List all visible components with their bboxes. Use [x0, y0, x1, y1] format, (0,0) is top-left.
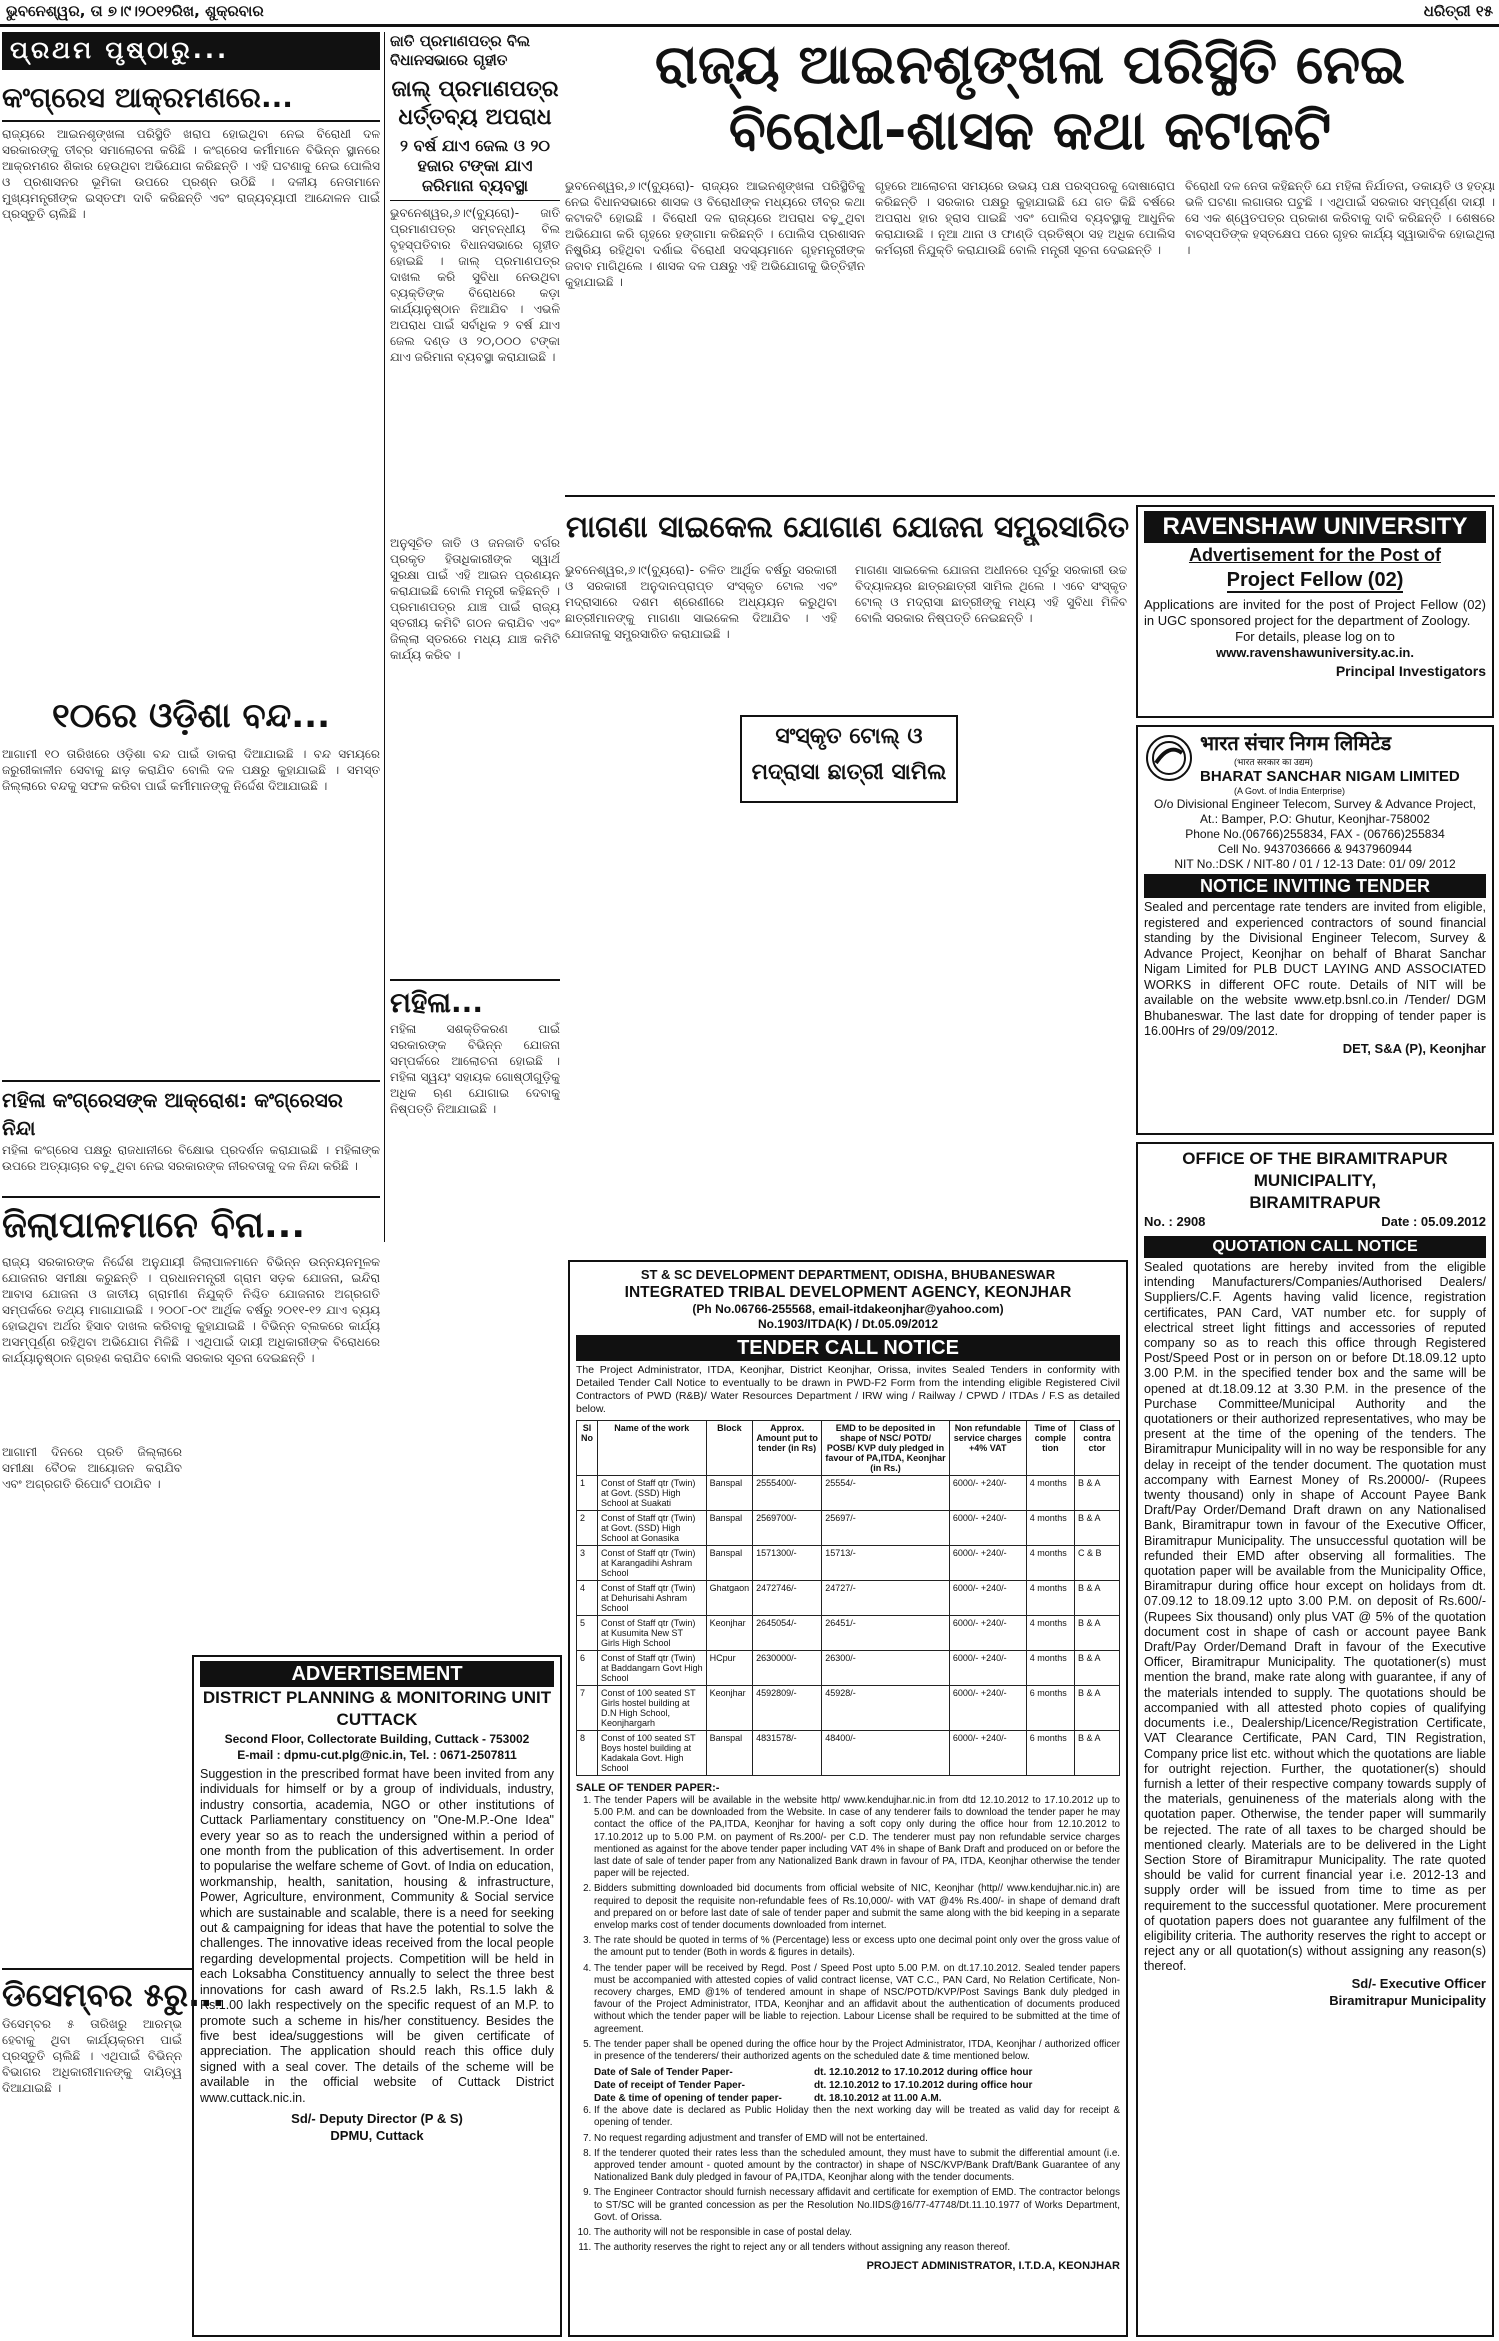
table-cell: B & A: [1075, 1686, 1120, 1731]
bsnl-office: O/o Divisional Engineer Telecom, Survey & Advance Project,: [1154, 797, 1476, 811]
story-collectors-cont: ଆଗାମୀ ଦିନରେ ପ୍ରତି ଜିଲ୍ଲାରେ ସମୀକ୍ଷା ବୈଠକ ଆୟୋଜନ କରାଯିବ ଏବଂ ଅଗ୍ରଗତି ରିପୋର୍ଟ ପଠାଯିବ ।: [2, 1445, 182, 1491]
bsnl-logo: [1146, 735, 1192, 781]
itda-notice-bar: TENDER CALL NOTICE: [576, 1335, 1120, 1361]
schedule-label: Date of Sale of Tender Paper-: [594, 2067, 733, 2079]
table-row: [577, 1731, 1120, 1776]
list-item: 1. The tender Papers will be available in the website http/ www.kendujhar.nic.in from dtd 12.10.2012 to 17.10.2012 up to 5.00 P.M. and can be downloaded from the Website. In case of any tenderer fails to download the tender paper he may contact the office of the PA,ITDA, Keonjhar for having a soft copy only during the office hour from 12.10.2012 to 17.10.2012 up to 5.00 P.M. on payment of Rs.200/- per C.D. The tenderer must pay non refundable service charges mentioned as against for the above tender paper including VAT 4% in shape of Bank Draft and produced on or before the last date of sale of tender paper from any Nationalized Bank drawn in favour of PA, ITDA, Keonjhar otherwise the tender paper will be rejected.: [594, 1795, 1120, 1880]
table-cell: Const of Staff qtr (Twin) at Karangadihi Ashram School: [598, 1546, 707, 1581]
subhead-penalty: ୨ ବର୍ଷ ଯାଏ ଜେଲ ଓ ୨୦ ହଜାର ଟଙ୍କା ଯାଏ ଜରିମାନା ବ୍ୟବସ୍ଥା: [400, 136, 550, 195]
table-cell: B & A: [1075, 1511, 1120, 1546]
biramitrapur-date: Date : 05.09.2012: [1381, 1214, 1486, 1229]
list-item: 2. Bidders submitting downloaded bid documents from official website of NIC, Keonjhar (http// www.kendujhar.nic.in) are required to deposit the requisite non-refundable fees of Rs.10,000/- with VAT @4% Rs.400/- in shape of demand draft and prepared on or before last date of sale of tender paper and submit the same along with the bid keeping in a separate envelop marks cost of tender documents downloaded from internet.: [594, 1883, 1120, 1932]
dpmu-sign2: DPMU, Cuttack: [330, 2127, 424, 2143]
table-cell: 15713/-: [822, 1546, 950, 1581]
itda-terms-list-2: [576, 2105, 1120, 2254]
itda-terms-list: [576, 1795, 1120, 2063]
schedule-value: dt. 18.10.2012 at 11.00 A.M.: [814, 2093, 942, 2105]
ravenshaw-sub2: Project Fellow (02): [1226, 569, 1404, 591]
story-december: ଡିସେମ୍ବର ୫ ତାରିଖରୁ ଆରମ୍ଭ ହେବାକୁ ଥିବା କାର୍ଯ୍ୟକ୍ରମ ପାଇଁ ପ୍ରସ୍ତୁତି ଚାଲିଛି । ଏଥିପାଇଁ ବିଭିନ୍ନ ବିଭାଗର ଅଧିକାରୀମାନଙ୍କୁ ଦାୟିତ୍ୱ ଦିଆଯାଇଛି ।: [2, 2017, 182, 2095]
masthead-page: ଧରିତ୍ରୀ ୧୫: [1423, 2, 1493, 20]
bsnl-hindi-name: भारत संचार निगम लिमिटेड: [1200, 733, 1392, 755]
section-banner: ପ୍ରଥମ ପୃଷ୍ଠାରୁ...: [2, 32, 380, 70]
table-cell: 4 months: [1026, 1651, 1074, 1686]
itda-title1: ST & SC DEVELOPMENT DEPARTMENT, ODISHA, BHUBANESWAR: [640, 1267, 1056, 1282]
list-item: 11. The authority reserves the right to reject any or all tenders without assigning any reason thereof.: [594, 2242, 1120, 2254]
bsnl-body: Sealed and percentage rate tenders are invited from eligible, registered and experienced contractors of sound financial standing by the Divisional Engineer Telecom, Survey & Advance Project, Keonjhar on behalf of Bharat Sanchar Nigam Limited for PLB DUCT LAYING AND ASSOCIATED WORKS in different OFC route. Details of NIT will be available on the website www.etp.bsnl.co.in /Tender/ DGM Bhubaneswar. The last date for dropping of tender paper is 16.00Hrs of 29/09/2012.: [1144, 900, 1486, 1038]
story-odisha-bandh: ଆଗାମୀ ୧୦ ତାରିଖରେ ଓଡ଼ିଶା ବନ୍ଦ ପାଇଁ ଡାକରା ଦିଆଯାଇଛି । ବନ୍ଦ ସମୟରେ ଜରୁରୀକାଳୀନ ସେବାକୁ ଛାଡ଼ କରାଯିବ ବୋଲି ଦଳ ପକ୍ଷରୁ କୁହାଯାଇଛି । ସମସ୍ତ ଜିଲ୍ଲାରେ ବନ୍ଦକୁ ସଫଳ କରିବା ପାଇଁ କର୍ମୀମାନଙ୍କୁ ନିର୍ଦ୍ଦେଶ ଦିଆଯାଇଛି ।: [2, 747, 380, 793]
story-fake-certificate-cont: ଅନୁସୂଚିତ ଜାତି ଓ ଜନଜାତି ବର୍ଗର ପ୍ରକୃତ ହିତାଧିକାରୀଙ୍କ ସ୍ୱାର୍ଥ ସୁରକ୍ଷା ପାଇଁ ଏହି ଆଇନ ପ୍ରଣୟନ କରାଯାଇଛି ବୋଲି ମନ୍ତ୍ରୀ କହିଛନ୍ତି । ପ୍ରମାଣପତ୍ର ଯାଞ୍ଚ ପାଇଁ ରାଜ୍ୟ ସ୍ତରୀୟ କମିଟି ଗଠନ କରାଯିବ ଏବଂ ଜିଲ୍ଲା ସ୍ତରରେ ମଧ୍ୟ ଯାଞ୍ଚ କମିଟି କାର୍ଯ୍ୟ କରିବ ।: [390, 536, 560, 662]
table-cell: 6000/- +240/-: [949, 1476, 1026, 1511]
list-item: 6. If the above date is declared as Public Holiday then the next working day will be treated as valid day for receipt & opening of tender.: [594, 2105, 1120, 2129]
table-cell: 6000/- +240/-: [949, 1686, 1026, 1731]
table-cell: 1: [577, 1476, 598, 1511]
schedule-value: dt. 12.10.2012 to 17.10.2012 during office hour: [814, 2067, 1033, 2079]
ravenshaw-sign: Principal Investigators: [1335, 663, 1486, 679]
dpmu-body: Suggestion in the prescribed format have been invited from any individuals for himself or by a group of individuals, industry, industry consortia, academia, NGO or other institutions of Cuttack Parliamentary constituency on "One-M.P.-One Idea" every year so as to reach the undersigned within a period of one month from the publication of this advertisement. In order to popularise the welfare scheme of Govt. of India on education, workmanship, health, sanitation, housing & infrastructure, Power, Agriculture, environment, Community & Social service which are sustainable and scalable, there is a need for seeking out & campaigning for ideas that have the potential to solve the challenges. The innovative ideas received from the local people regarding developmental projects. Competition will be held in each Loksabha Constituency annually to select the three best innovations for cash award of Rs.2.5 lakh, Rs.1.5 lakh & Rs.1.00 lakh respectively on the specific request of an M.P. to promote such a scheme in his/her constituency. Besides the five best idea/suggestions will be given certificate of appreciation. The application should reach this office duly signed with a seal cover. The details of the scheme will be available in the official website of Cuttack District www.cuttack.nic.in.: [200, 1767, 554, 2105]
ravenshaw-body: Applications are invited for the post of Project Fellow (02) in UGC sponsored project for the department of Zoology.: [1144, 597, 1486, 628]
list-item: 8. If the tenderer quoted their rates less than the scheduled amount, they must have to submit the differential amount (i.e. approved tender amount - quoted amount by the contractor) in shape of NSC/KVP/Bank Draft/Bank Guarantee of any Nationalized Bank duly pledged in favour of PA,ITDA, Keonjhar along with the tender documents.: [594, 2148, 1120, 2185]
table-cell: 4 months: [1026, 1546, 1074, 1581]
table-cell: 48400/-: [822, 1731, 950, 1776]
itda-title2: INTEGRATED TRIBAL DEVELOPMENT AGENCY, KEONJHAR: [624, 1284, 1072, 1301]
biramitrapur-number: No. : 2908: [1144, 1214, 1206, 1229]
table-header: Non refundable service charges +4% VAT: [949, 1421, 1026, 1476]
table-row: [577, 1581, 1120, 1616]
masthead-date: ଭୁବନେଶ୍ୱର, ତା ୭।୯।୨୦୧୨ରିଖ, ଶୁକ୍ରବାର: [6, 2, 264, 20]
table-cell: 6000/- +240/-: [949, 1546, 1026, 1581]
ravenshaw-url[interactable]: www.ravenshawuniversity.ac.in.: [1216, 645, 1414, 660]
table-cell: B & A: [1075, 1476, 1120, 1511]
table-row: [577, 1476, 1120, 1511]
column-second: [390, 32, 560, 1242]
headline-collectors: ଜିଲାପାଳମାନେ ବିନା...: [2, 1205, 306, 1246]
table-cell: Banspal: [706, 1511, 753, 1546]
dpmu-title2: CUTTACK: [336, 1710, 418, 1729]
table-cell: Banspal: [706, 1546, 753, 1581]
dpmu-email: E-mail : dpmu-cut.plg@nic.in, Tel. : 0671-2507811: [237, 1748, 517, 1762]
bsnl-notice-bar: NOTICE INVITING TENDER: [1144, 874, 1486, 898]
table-cell: Const of Staff qtr (Twin) at Dehurisahi Ashram School: [598, 1581, 707, 1616]
table-cell: 2569700/-: [753, 1511, 822, 1546]
schedule-label: Date & time of opening of tender paper-: [594, 2093, 782, 2105]
table-cell: 24727/-: [822, 1581, 950, 1616]
dpmu-advertisement-bar: ADVERTISEMENT: [200, 1661, 554, 1687]
headline-odisha-bandh: ୧୦ରେ ଓଡ଼ିଶା ବନ୍ଦ...: [51, 696, 331, 736]
itda-sale-heading: SALE OF TENDER PAPER:-: [576, 1782, 720, 1794]
itda-intro: The Project Administrator, ITDA, Keonjhar, District Keonjhar, Orissa, invites Sealed Tenders in conformity with Detailed Tender Call Notice to eventually to be drawn in PWD-F2 Form from the intending eligible Registered Civil Contractors of PWD (R&B)/ Water Resources Department / IRW wing / Railway / CPWD / ITDAs / F.S as detailed below.: [576, 1364, 1120, 1415]
bsnl-hindi-sub: (भारत सरकार का उद्यम): [1234, 757, 1313, 767]
bsnl-phone: Phone No.(06766)255834, FAX - (06766)255834: [1185, 827, 1445, 841]
bsnl-nit-number: NIT No.:DSK / NIT-80 / 01 / 12-13 Date: 01/ 09/ 2012: [1174, 857, 1456, 871]
biramitrapur-sign1: Sd/- Executive Officer: [1351, 1975, 1486, 1991]
table-cell: 8: [577, 1731, 598, 1776]
table-cell: 6000/- +240/-: [949, 1731, 1026, 1776]
bsnl-cell: Cell No. 9437036666 & 9437960944: [1217, 842, 1413, 856]
schedule-row: [594, 2066, 1120, 2079]
table-cell: 4 months: [1026, 1616, 1074, 1651]
headline-fake-certificate: ଜାଲ୍ ପ୍ରମାଣପତ୍ର ଧର୍ତ୍ତବ୍ୟ ଅପରାଧ: [391, 77, 559, 130]
ravenshaw-title: RAVENSHAW UNIVERSITY: [1144, 511, 1486, 543]
table-header: Sl No: [577, 1421, 598, 1476]
table-cell: Banspal: [706, 1731, 753, 1776]
lead-story-col-a: ଭୁବନେଶ୍ୱର,୬।୯(ବ୍ୟୁରୋ)- ରାଜ୍ୟର ଆଇନଶୃଙ୍ଖଳା ପରିସ୍ଥିତିକୁ ନେଇ ବିଧାନସଭାରେ ଶାସକ ଓ ବିରୋଧୀଙ୍କ ମଧ୍ୟରେ ତୀବ୍ର କଥା କଟାକଟି ହୋଇଛି । ବିରୋଧୀ ଦଳ ରାଜ୍ୟରେ ଅପରାଧ ବଢ଼ୁଥିବା ଅଭିଯୋଗ କରି ଗୃହରେ ହଙ୍ଗାମା କରିଛନ୍ତି । ପୋଲିସ ପ୍ରଶାସନ ନିଷ୍କ୍ରିୟ ରହିଥିବା ଦର୍ଶାଇ ବିରୋଧୀ ସଦସ୍ୟମାନେ ଗୃହମନ୍ତ୍ରୀଙ୍କ ଜବାବ ମାଗିଥିଲେ । ଶାସକ ଦଳ ପକ୍ଷରୁ ଏହି ଅଭିଯୋଗକୁ ଭିତ୍ତିହୀନ କୁହାଯାଇଛି ।: [565, 179, 865, 289]
table-cell: Const of 100 seated ST Girls hostel building at D.N High School, Keonjhargarh: [598, 1686, 707, 1731]
table-cell: Banspal: [706, 1476, 753, 1511]
ravenshaw-visit: For details, please log on to: [1235, 629, 1395, 644]
table-cell: 45928/-: [822, 1686, 950, 1731]
bsnl-logo-icon: [1148, 737, 1190, 779]
story-collectors: ରାଜ୍ୟ ସରକାରଙ୍କ ନିର୍ଦ୍ଦେଶ ଅନୁଯାୟୀ ଜିଲାପାଳମାନେ ବିଭିନ୍ନ ଉନ୍ନୟନମୂଳକ ଯୋଜନାର ସମୀକ୍ଷା କରୁଛନ୍ତି । ପ୍ରଧାନମନ୍ତ୍ରୀ ଗ୍ରାମ ସଡ଼କ ଯୋଜନା, ଇନ୍ଦିରା ଆବାସ ଯୋଜନା ଓ ଜାତୀୟ ଗ୍ରାମୀଣ ନିଯୁକ୍ତି ନିଶ୍ଚିତ ଯୋଜନାର ଅଗ୍ରଗତି ସମ୍ପର୍କରେ ତଥ୍ୟ ମାଗାଯାଇଛି । ୨୦୦୮-୦୯ ଆର୍ଥିକ ବର୍ଷରୁ ୨୦୧୧-୧୨ ଯାଏ ବ୍ୟୟ ହୋଇଥିବା ଅର୍ଥର ହିସାବ ଦାଖଲ କରିବାକୁ କୁହାଯାଇଛି । ବିଭିନ୍ନ ବ୍ଲକରେ କାର୍ଯ୍ୟ ଅସମ୍ପୂର୍ଣ୍ଣ ରହିଥିବା ଅଭିଯୋଗ ମିଳିଛି । ଏଥିପାଇଁ ଦାୟୀ ଅଧିକାରୀଙ୍କ ବିରୋଧରେ କାର୍ଯ୍ୟାନୁଷ୍ଠାନ ଗ୍ରହଣ କରାଯିବ ବୋଲି ସରକାର ସୂଚନା ଦେଇଛନ୍ତି ।: [2, 1255, 380, 1365]
itda-tender-table: [576, 1420, 1120, 1776]
dpmu-title1: DISTRICT PLANNING & MONITORING UNIT: [202, 1688, 552, 1707]
headline-congress-attack: କଂଗ୍ରେସ ଆକ୍ରମଣରେ...: [2, 81, 293, 114]
table-cell: Keonjhar: [706, 1616, 753, 1651]
schedule-row: [594, 2092, 1120, 2105]
table-cell: 4 months: [1026, 1511, 1074, 1546]
cycle-story: [565, 500, 1130, 970]
table-row: [577, 1616, 1120, 1651]
story-fake-certificate: ଭୁବନେଶ୍ୱର,୬।୯(ବ୍ୟୁରୋ)- ଜାତି ପ୍ରମାଣପତ୍ର ସମ୍ବନ୍ଧୀୟ ବିଲ ବୃହସ୍ପତିବାର ବିଧାନସଭାରେ ଗୃହୀତ ହୋଇଛି । ଜାଲ୍ ପ୍ରମାଣପତ୍ର ଦାଖଲ କରି ସୁବିଧା ନେଉଥିବା ବ୍ୟକ୍ତିଙ୍କ ବିରୋଧରେ କଡ଼ା କାର୍ଯ୍ୟାନୁଷ୍ଠାନ ନିଆଯିବ । ଏଭଳି ଅପରାଧ ପାଇଁ ସର୍ବାଧିକ ୨ ବର୍ଷ ଯାଏ ଜେଲ ଦଣ୍ଡ ଓ ୨୦,୦୦୦ ଟଙ୍କା ଯାଏ ଜରିମାନା ବ୍ୟବସ୍ଥା କରାଯାଇଛି ।: [390, 206, 560, 364]
dpmu-sign1: Sd/- Deputy Director (P & S): [291, 2110, 463, 2126]
table-cell: 7: [577, 1686, 598, 1731]
table-cell: 25697/-: [822, 1511, 950, 1546]
table-cell: 4 months: [1026, 1476, 1074, 1511]
table-cell: Ghatgaon: [706, 1581, 753, 1616]
table-header: Approx. Amount put to tender (in Rs): [753, 1421, 822, 1476]
table-cell: B & A: [1075, 1616, 1120, 1651]
ravenshaw-ad: [1136, 505, 1494, 718]
table-cell: 2472746/-: [753, 1581, 822, 1616]
table-header: Class of contra ctor: [1075, 1421, 1120, 1476]
dpmu-ad: [192, 1655, 562, 2337]
table-cell: Const of Staff qtr (Twin) at Govt. (SSD) High School at Gonasika: [598, 1511, 707, 1546]
table-header: Time of comple tion: [1026, 1421, 1074, 1476]
table-header: Block: [706, 1421, 753, 1476]
table-cell: Const of Staff qtr (Twin) at Baddangarn Govt High School: [598, 1651, 707, 1686]
table-cell: 25554/-: [822, 1476, 950, 1511]
list-item: 10. The authority will not be responsible in case of postal delay.: [594, 2227, 1120, 2239]
table-cell: Const of Staff qtr (Twin) at Kusumita New ST Girls High School: [598, 1616, 707, 1651]
list-item: 3. The rate should be quoted in terms of % (Percentage) less or excess upto one decimal point only over the gross value of the amount put to tender (Both in words & figures in details).: [594, 1935, 1120, 1959]
table-cell: 4 months: [1026, 1581, 1074, 1616]
cycle-story-col-a: ଭୁବନେଶ୍ୱର,୬।୯(ବ୍ୟୁରୋ)- ଚଳିତ ଆର୍ଥିକ ବର୍ଷରୁ ସରକାରୀ ଓ ସରକାରୀ ଅନୁଦାନପ୍ରାପ୍ତ ସଂସ୍କୃତ ଟୋଲ ଏବଂ ମଦ୍ରାସାରେ ଦଶମ ଶ୍ରେଣୀରେ ଅଧ୍ୟୟନ କରୁଥିବା ଛାତ୍ରୀମାନଙ୍କୁ ମାଗଣା ସାଇକେଲ ଦିଆଯିବ । ଏହି ଯୋଜନାକୁ ସମ୍ପ୍ରସାରିତ କରାଯାଇଛି ।: [565, 563, 837, 641]
schedule-row: [594, 2079, 1120, 2092]
bsnl-address: At.: Bamper, P.O: Ghutur, Keonjhar-758002: [1200, 812, 1430, 826]
table-cell: 4: [577, 1581, 598, 1616]
table-cell: 2630000/-: [753, 1651, 822, 1686]
list-item: 9. The Engineer Contractor should furnish necessary affidavit and certificate for exemption of EMD. The contractor belongs to ST/SC will be granted concession as per the Resolution No.IIDS@16/77-47748/Dt.11.10.1977 of Works Department, Govt. of Orissa.: [594, 2187, 1120, 2224]
caste-bill-kicker: ଜାତି ପ୍ରମାଣପତ୍ର ବିଲ ବିଧାନସଭାରେ ଗୃହୀତ: [390, 32, 531, 69]
table-cell: 6 months: [1026, 1686, 1074, 1731]
table-cell: 6000/- +240/-: [949, 1616, 1026, 1651]
biramitrapur-body: Sealed quotations are hereby invited from the eligible intending Manufacturers/Companies/Authorised Dealers/ Suppliers/C.F. Agents having valid licence, registration certificates, PAN Card, VAT number etc. for supply of electrical street light fittings and accessories of reputed company so as to reach this office through Registered Post/Speed Post or in person on or before Dt.18.09.12 upto 3.00 P.M. in the specified tender box and the same will be opened at dt.18.09.12 at 3.30 P.M. in the presence of the Purchase Committee/Municipal Authority and the quotationers or their authorized representatives, who may be present at the time of the opening of the tenders. The Biramitrapur Municipality will in no way be responsible for any delay in receipt of the tender document. The quotation must accompany with Earnest Money of Rs.20000/- (Rupees twenty thousand) only in shape of Account Payee Bank Draft/Pay Order/Demand Draft drawn on any Nationalised Bank, Biramitrapur town in favour of the Executive Officer, Biramitrapur Municipality. The unsuccessful quotation will be refunded their EMD after observing all formalities. The quotation paper will be available from the Municipality Office, Biramitrapur during office hour except on holidays from dt. 07.09.12 to 18.09.12 upto 3.00 P.M. on deposit of Rs.600/- (Rupees Six thousand) only plus VAT @ 5% of the quotation document cost in shape of cash or account payee Bank Draft/Pay Order/Demand Draft in favour of the Executive Officer, Biramitrapur Municipality. The quotationer(s) must mention the brand, make rate along with guarantee, if any of the materials intended to supply. The quotations should be accompanied with all attested photo copies of qualifying documents i.e., Dealership/Licence/Registration Certificate, VAT Clearance Certificate, PAN Card, TIN Registration, Company price list etc. without which the quotations are liable for outright rejection. Further, the quotationer(s) should furnish a letter of their respective company towards supply of the materials, genuineness of the materials along with the quotation paper. Otherwise, the tender paper will summarily be rejected. The rate of all taxes to be charged should be mentioned clearly. Materials are to be delivered in the Light Section Store of Biramitrapur Municipality. The rate quoted should be valid for current financial year i.e. 2012-13 and supply order will be issued from time to time as per requirement to the successful quotationer. Mere procurement of quotation papers does not guarantee any fulfilment of the eligibility criteria. The authority reserves the right to accept or reject any or all quotation(s) without assigning any reason(s) thereof.: [1144, 1260, 1486, 1974]
itda-tender-ad: [568, 1260, 1128, 2337]
cycle-callout: ସଂସ୍କୃତ ଟୋଲ୍ ଓ ମଦ୍ରାସା ଛାତ୍ରୀ ସାମିଲ: [740, 715, 958, 803]
lead-story-col-b: ଗୃହରେ ଆଲୋଚନା ସମୟରେ ଉଭୟ ପକ୍ଷ ପରସ୍ପରକୁ ଦୋଷାରୋପ କରିଛନ୍ତି । ସରକାର ପକ୍ଷରୁ କୁହାଯାଇଛି ଯେ ଗତ କିଛି ବର୍ଷରେ ଅପରାଧ ହାର ହ୍ରାସ ପାଇଛି ଏବଂ ପୋଲିସ ବ୍ୟବସ୍ଥାକୁ ଆଧୁନିକ କରାଯାଉଛି । ନୂଆ ଥାନା ଓ ଫାଣ୍ଡି ପ୍ରତିଷ୍ଠା ସହ ଅଧିକ ପୋଲିସ କର୍ମଚାରୀ ନିଯୁକ୍ତି କରାଯାଉଛି ବୋଲି ମନ୍ତ୍ରୀ ସୂଚନା ଦେଇଛନ୍ତି ।: [875, 179, 1175, 257]
biramitrapur-title2: BIRAMITRAPUR: [1249, 1193, 1381, 1212]
schedule-label: Date of receipt of Tender Paper-: [594, 2080, 745, 2092]
lead-headline-line2: ବିରୋଧୀ-ଶାସକ କଥା କଟାକଟି: [728, 99, 1332, 162]
dpmu-address: Second Floor, Collectorate Building, Cuttack - 753002: [224, 1732, 530, 1746]
cycle-headline: ମାଗଣା ସାଇକେଲ ଯୋଗାଣ ଯୋଜନା ସମ୍ପ୍ରସାରିତ: [565, 510, 1130, 545]
itda-contact: (Ph No.06766-255568, email-itdakeonjhar@yahoo.com): [692, 1302, 1004, 1316]
bsnl-name: BHARAT SANCHAR NIGAM LIMITED: [1200, 768, 1460, 785]
table-row: [577, 1546, 1120, 1581]
list-item: 5. The tender paper shall be opened during the office hour by the Project Administrator, ITDA, Keonjhar / authorized officer in presence of the tenderers/ their authorized agents on the scheduled date & time mentioned below.: [594, 2039, 1120, 2063]
itda-sign: PROJECT ADMINISTRATOR, I.T.D.A, KEONJHAR: [866, 2259, 1120, 2272]
table-cell: Const of 100 seated ST Boys hostel building at Kadakala Govt. High School: [598, 1731, 707, 1776]
story-mahila: ମହିଳା ସଶକ୍ତିକରଣ ପାଇଁ ସରକାରଙ୍କ ବିଭିନ୍ନ ଯୋଜନା ସମ୍ପର୍କରେ ଆଲୋଚନା ହୋଇଛି । ମହିଳା ସ୍ୱୟଂ ସହାୟକ ଗୋଷ୍ଠୀଗୁଡ଼ିକୁ ଅଧିକ ଋଣ ଯୋଗାଇ ଦେବାକୁ ନିଷ୍ପତ୍ତି ନିଆଯାଇଛି ।: [390, 1022, 560, 1116]
lead-story-col-c: ବିରୋଧୀ ଦଳ ନେତା କହିଛନ୍ତି ଯେ ମହିଳା ନିର୍ଯାତନା, ଡକାୟତି ଓ ହତ୍ୟା ଭଳି ଘଟଣା ଲଗାତାର ଘଟୁଛି । ଏଥିପାଇଁ ସରକାର ସମ୍ପୂର୍ଣ୍ଣ ଦାୟୀ । ସେ ଏକ ଶ୍ୱେତପତ୍ର ପ୍ରକାଶ କରିବାକୁ ଦାବି କରିଛନ୍ତି । ଶେଷରେ ବାଚସ୍ପତିଙ୍କ ହସ୍ତକ୍ଷେପ ପରେ ଗୃହର କାର୍ଯ୍ୟ ସ୍ୱାଭାବିକ ହୋଇଥିଲା ।: [1185, 179, 1495, 257]
table-cell: B & A: [1075, 1651, 1120, 1686]
table-cell: 5: [577, 1616, 598, 1651]
ravenshaw-sub1: Advertisement for the Post of: [1188, 545, 1442, 565]
list-item: 4. The tender paper will be received by Regd. Post / Speed Post upto 5.00 P.M. on dt.17.10.2012. Sealed tender papers must be accompanied with attested copies of valid contract license, VAT C.C., PAN Card, No Relation Certificate, Non-recovery charges, EMD @1% of tendered amount in shape of NSC/POTD/KVP/Post Savings Bank duly pledged in favour of the Project Administrator, ITDA, Keonjhar and an affidavit about the authentication of documents produced without which the tender paper will be liable to rejection. Labour License shall be required to be submitted at the time of agreement.: [594, 1963, 1120, 2036]
story-congress-attack: ରାଜ୍ୟରେ ଆଇନଶୃଙ୍ଖଳା ପରିସ୍ଥିତି ଖରାପ ହୋଇଥିବା ନେଇ ବିରୋଧୀ ଦଳ ସରକାରଙ୍କୁ ତୀବ୍ର ସମାଲୋଚନା କରିଛି । କଂଗ୍ରେସ କର୍ମୀମାନେ ବିଭିନ୍ନ ସ୍ଥାନରେ ଆକ୍ରମଣର ଶିକାର ହେଉଥିବା ଅଭିଯୋଗ କରିଛନ୍ତି । ଏହି ଘଟଣାକୁ ନେଇ ପୋଲିସ ଓ ପ୍ରଶାସନର ଭୂମିକା ଉପରେ ପ୍ରଶ୍ନ ଉଠିଛି । ଦଳୀୟ ନେତାମାନେ ମୁଖ୍ୟମନ୍ତ୍ରୀଙ୍କ ଇସ୍ତଫା ଦାବି କରିଛନ୍ତି ଏବଂ ରାଜ୍ୟବ୍ୟାପୀ ଆନ୍ଦୋଳନ ପାଇଁ ପ୍ରସ୍ତୁତି ଚାଲିଛି ।: [2, 127, 380, 221]
itda-schedule: [576, 2066, 1120, 2105]
masthead: [0, 0, 1499, 22]
table-cell: Keonjhar: [706, 1686, 753, 1731]
table-cell: HCpur: [706, 1651, 753, 1686]
cycle-story-col-b: ମାଗଣା ସାଇକେଲ ଯୋଜନା ଅଧୀନରେ ପୂର୍ବରୁ ସରକାରୀ ଉଚ୍ଚ ବିଦ୍ୟାଳୟର ଛାତ୍ରଛାତ୍ରୀ ସାମିଲ ଥିଲେ । ଏବେ ସଂସ୍କୃତ ଟୋଲ୍ ଓ ମଦ୍ରାସା ଛାତ୍ରୀଙ୍କୁ ମଧ୍ୟ ଏହି ସୁବିଧା ମିଳିବ ବୋଲି ସରକାର ନିଷ୍ପତ୍ତି ନେଇଛନ୍ତି ।: [855, 563, 1127, 625]
table-cell: 6000/- +240/-: [949, 1511, 1026, 1546]
bsnl-sign: DET, S&A (P), Keonjhar: [1342, 1040, 1486, 1056]
table-cell: 26451/-: [822, 1616, 950, 1651]
table-cell: 2555400/-: [753, 1476, 822, 1511]
table-cell: C & B: [1075, 1546, 1120, 1581]
table-row: [577, 1686, 1120, 1731]
table-cell: Const of Staff qtr (Twin) at Govt. (SSD) High School at Suakati: [598, 1476, 707, 1511]
table-cell: 6000/- +240/-: [949, 1651, 1026, 1686]
table-cell: 26300/-: [822, 1651, 950, 1686]
table-cell: 2: [577, 1511, 598, 1546]
lead-headline: [565, 32, 1495, 170]
biramitrapur-notice-bar: QUOTATION CALL NOTICE: [1144, 1236, 1486, 1258]
biramitrapur-title1: OFFICE OF THE BIRAMITRAPUR MUNICIPALITY,: [1182, 1149, 1448, 1190]
headline-december: ଡିସେମ୍ବର ୫ରୁ...: [2, 1976, 225, 2014]
table-cell: B & A: [1075, 1731, 1120, 1776]
table-cell: 4592809/-: [753, 1686, 822, 1731]
table-header: Name of the work: [598, 1421, 707, 1476]
table-cell: B & A: [1075, 1581, 1120, 1616]
table-cell: 4831578/-: [753, 1731, 822, 1776]
headline-mahila: ମହିଳା...: [390, 986, 483, 1019]
schedule-value: dt. 12.10.2012 to 17.10.2012 during office hour: [814, 2080, 1033, 2092]
table-row: [577, 1651, 1120, 1686]
table-header: EMD to be deposited in shape of NSC/ POTD/ POSB/ KVP duly pledged in favour of PA,ITDA, Keonjhar (in Rs.): [822, 1421, 950, 1476]
story-mahila-congress: ମହିଳା କଂଗ୍ରେସ ପକ୍ଷରୁ ରାଜଧାନୀରେ ବିକ୍ଷୋଭ ପ୍ରଦର୍ଶନ କରାଯାଇଛି । ମହିଳାଙ୍କ ଉପରେ ଅତ୍ୟାଚାର ବଢ଼ୁଥିବା ନେଇ ସରକାରଙ୍କ ନୀରବତାକୁ ଦଳ ନିନ୍ଦା କରିଛି ।: [2, 1143, 380, 1173]
lead-headline-line1: ରାଜ୍ୟ ଆଇନଶୃଙ୍ଖଳା ପରିସ୍ଥିତି ନେଇ: [654, 33, 1406, 96]
table-cell: 3: [577, 1546, 598, 1581]
biramitrapur-ad: [1136, 1142, 1494, 2337]
itda-number: No.1903/ITDA(K) / Dt.05.09/2012: [757, 1317, 939, 1331]
table-cell: 6000/- +240/-: [949, 1581, 1026, 1616]
table-cell: 6: [577, 1651, 598, 1686]
table-cell: 1571300/-: [753, 1546, 822, 1581]
table-cell: 2645054/-: [753, 1616, 822, 1651]
biramitrapur-sign2: Biramitrapur Municipality: [1329, 1992, 1486, 2008]
table-cell: 6 months: [1026, 1731, 1074, 1776]
headline-mahila-congress: ମହିଳା କଂଗ୍ରେସଙ୍କ ଆକ୍ରୋଶ: କଂଗ୍ରେସର ନିନ୍ଦା: [2, 1088, 343, 1140]
table-row: [577, 1511, 1120, 1546]
list-item: 7. No request regarding adjustment and transfer of EMD will not be entertained.: [594, 2133, 1120, 2145]
bsnl-name-sub: (A Govt. of India Enterprise): [1234, 786, 1346, 796]
bsnl-ad: [1136, 725, 1494, 1135]
